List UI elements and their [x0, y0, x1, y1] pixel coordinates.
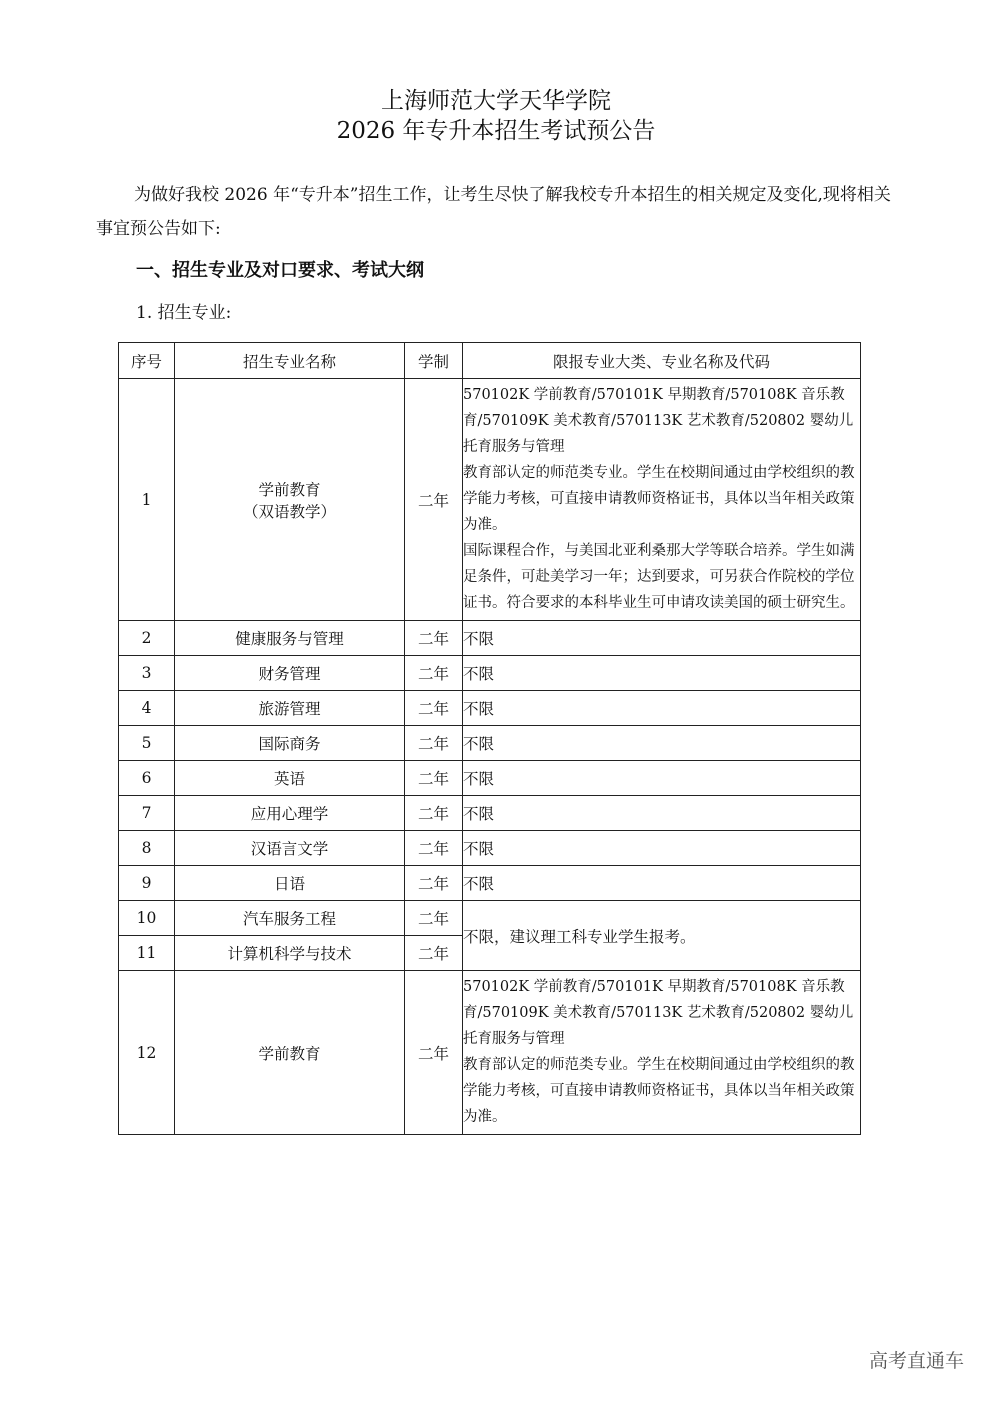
cell-requirement-merged: 不限，建议理工科专业学生报考。: [463, 901, 861, 971]
req-note-international: 国际课程合作，与美国北亚利桑那大学等联合培养。学生如满足条件，可赴美学习一年；达到要求，可另获合作院校的学位证书。符合要求的本科毕业生可申请攻读美国的硕士研究生。: [463, 543, 855, 611]
cell-system: 二年: [405, 656, 463, 691]
cell-system: 二年: [405, 936, 463, 971]
cell-name: 旅游管理: [175, 691, 405, 726]
cell-system: 二年: [405, 901, 463, 936]
cell-system: 二年: [405, 971, 463, 1135]
cell-no: 8: [119, 831, 175, 866]
cell-name: 汉语言文学: [175, 831, 405, 866]
cell-no: 1: [119, 379, 175, 621]
cell-no: 11: [119, 936, 175, 971]
cell-no: 3: [119, 656, 175, 691]
watermark-text: 高考直通车: [868, 1350, 964, 1372]
cell-no: 2: [119, 621, 175, 656]
cell-name: 健康服务与管理: [175, 621, 405, 656]
cell-name: 应用心理学: [175, 796, 405, 831]
cell-name: 日语: [175, 866, 405, 901]
document-title-line2: 2026 年专升本招生考试预公告: [336, 118, 656, 144]
req-note-teacher: 教育部认定的师范类专业。学生在校期间通过由学校组织的教学能力考核，可直接申请教师资格证书，具体以当年相关政策为准。: [463, 1057, 855, 1125]
cell-name: [175, 379, 405, 621]
cell-system: 二年: [405, 379, 463, 621]
subsection-heading-majors: 1. 招生专业:: [136, 303, 232, 323]
cell-system: 二年: [405, 796, 463, 831]
cell-requirement: [463, 971, 861, 1135]
cell-name: 英语: [175, 761, 405, 796]
cell-name: 计算机科学与技术: [175, 936, 405, 971]
col-header-requirement: 限报专业大类、专业名称及代码: [463, 343, 861, 379]
cell-no: 12: [119, 971, 175, 1135]
cell-system: 二年: [405, 621, 463, 656]
cell-requirement: 不限: [463, 831, 861, 866]
cell-requirement: 不限: [463, 691, 861, 726]
table-row: [119, 796, 861, 831]
document-title-line1: 上海师范大学天华学院: [381, 88, 611, 114]
table-row: [119, 901, 861, 936]
cell-requirement: 不限: [463, 866, 861, 901]
cell-system: 二年: [405, 831, 463, 866]
cell-requirement: 不限: [463, 796, 861, 831]
req-codes: 570102K 学前教育/570101K 早期教育/570108K 音乐教育/570109K 美术教育/570113K 艺术教育/520802 婴幼儿托育服务与管理: [463, 979, 854, 1047]
cell-name: 国际商务: [175, 726, 405, 761]
table-row: [119, 656, 861, 691]
table-row: [119, 831, 861, 866]
intro-paragraph: 为做好我校 2026 年“专升本”招生工作，让考生尽快了解我校专升本招生的相关规定及变化,现将相关事宜预公告如下:: [96, 185, 891, 239]
table-row: [119, 866, 861, 901]
cell-system: 二年: [405, 726, 463, 761]
cell-no: 5: [119, 726, 175, 761]
req-note-teacher: 教育部认定的师范类专业。学生在校期间通过由学校组织的教学能力考核，可直接申请教师资格证书，具体以当年相关政策为准。: [463, 465, 855, 533]
cell-requirement: 不限: [463, 761, 861, 796]
cell-requirement: 不限: [463, 621, 861, 656]
cell-requirement: 不限: [463, 726, 861, 761]
table-row: [119, 379, 861, 621]
req-codes: 570102K 学前教育/570101K 早期教育/570108K 音乐教育/570109K 美术教育/570113K 艺术教育/520802 婴幼儿托育服务与管理: [463, 387, 854, 455]
cell-no: 10: [119, 901, 175, 936]
table-row: [119, 691, 861, 726]
cell-name-line2: （双语教学）: [242, 502, 336, 521]
table-header-row: [119, 343, 861, 379]
cell-system: 二年: [405, 691, 463, 726]
table-row: [119, 971, 861, 1135]
cell-no: 6: [119, 761, 175, 796]
col-header-name: 招生专业名称: [175, 343, 405, 379]
table-row: [119, 761, 861, 796]
cell-name: 汽车服务工程: [175, 901, 405, 936]
cell-no: 4: [119, 691, 175, 726]
cell-name-line1: 学前教育: [258, 480, 321, 499]
cell-system: 二年: [405, 761, 463, 796]
section-heading-majors: 一、招生专业及对口要求、考试大纲: [136, 260, 424, 281]
col-header-system: 学制: [405, 343, 463, 379]
table-row: [119, 726, 861, 761]
cell-system: 二年: [405, 866, 463, 901]
cell-no: 9: [119, 866, 175, 901]
col-header-no: 序号: [119, 343, 175, 379]
cell-no: 7: [119, 796, 175, 831]
cell-name: 财务管理: [175, 656, 405, 691]
table-row: [119, 621, 861, 656]
majors-table: [118, 342, 861, 1135]
cell-requirement: 不限: [463, 656, 861, 691]
cell-name: 学前教育: [175, 971, 405, 1135]
cell-requirement: [463, 379, 861, 621]
